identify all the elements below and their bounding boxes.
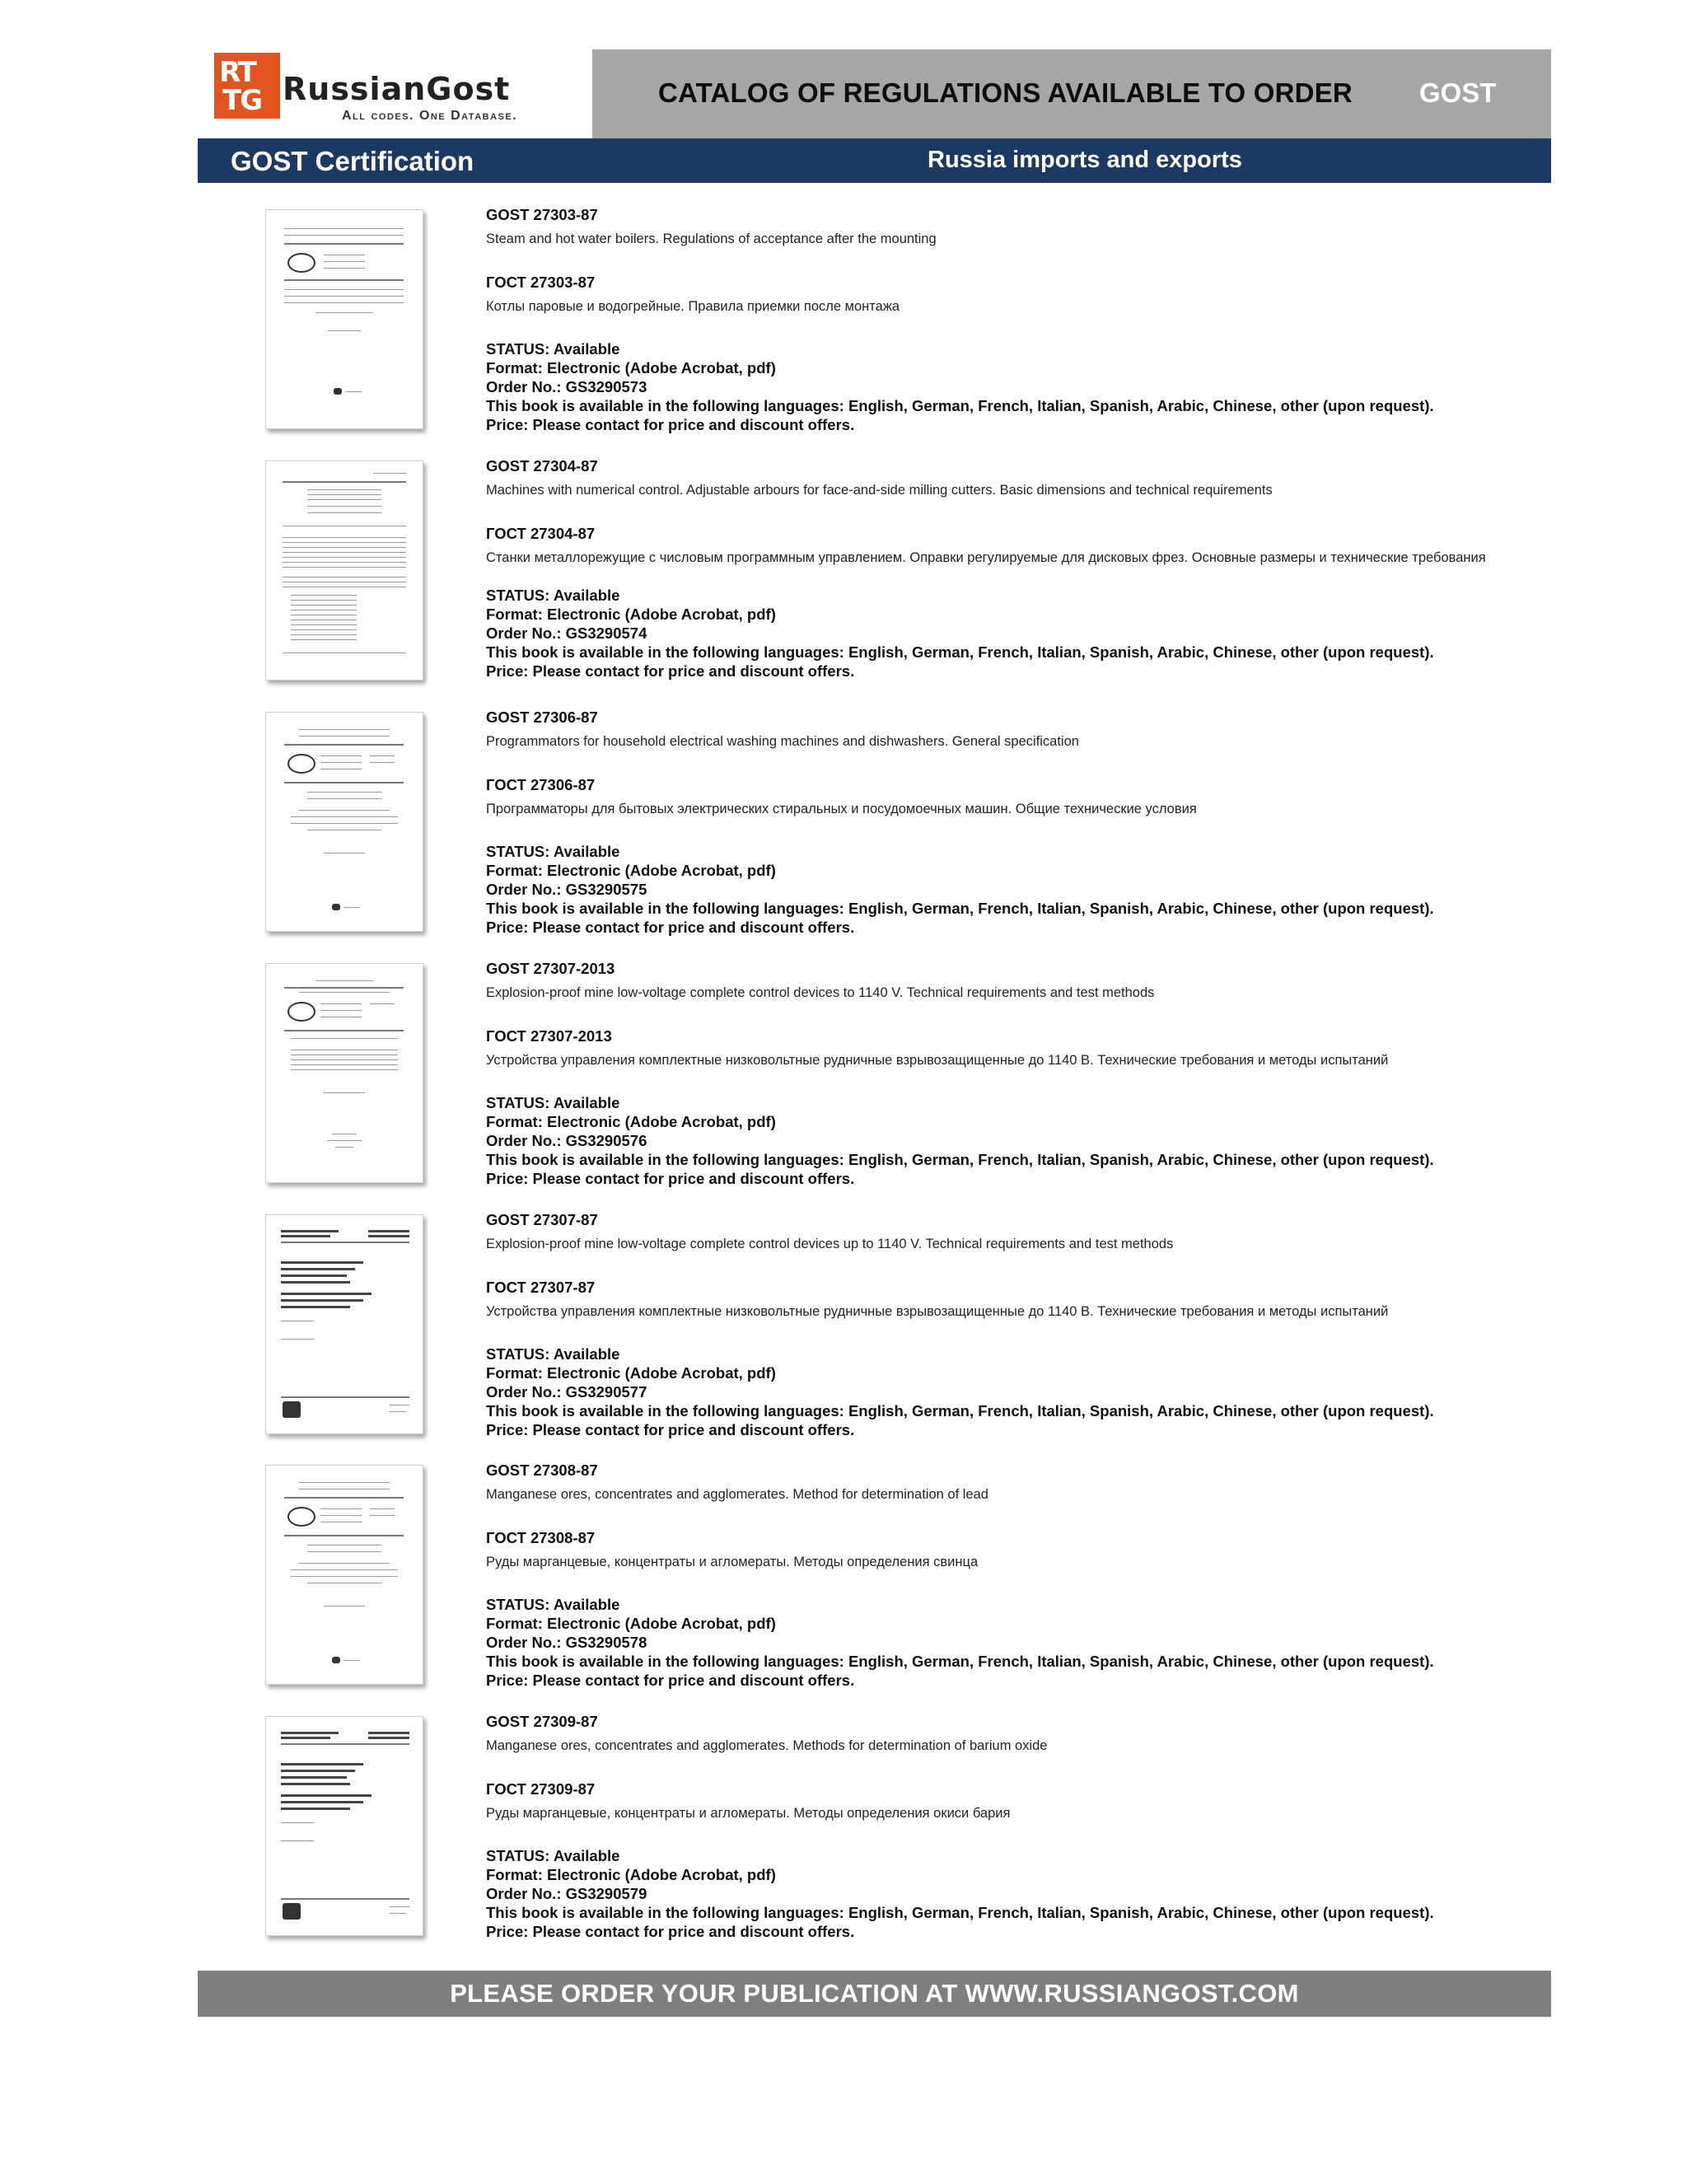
- gost-code-ru[interactable]: ГОСТ 27309-87: [486, 1780, 596, 1798]
- languages-text: This book is available in the following languages: English, German, French, Italian, Spanish, Arabic, Chinese, other (upon request).: [486, 397, 1434, 414]
- order-number: Order No.: GS3290578: [486, 1634, 647, 1651]
- gost-title-en: Explosion-proof mine low-voltage complete control devices up to 1140 V. Technical requirements and test methods: [486, 1237, 1174, 1251]
- languages-text: This book is available in the following languages: English, German, French, Italian, Spanish, Arabic, Chinese, other (upon request).: [486, 1653, 1434, 1670]
- languages-text: This book is available in the following languages: English, German, French, Italian, Spanish, Arabic, Chinese, other (upon request).: [486, 1151, 1434, 1168]
- gost-title-en: Machines with numerical control. Adjustable arbours for face-and-side milling cutters. Basic dimensions and technical requirements: [486, 483, 1273, 498]
- gost-title-en: Explosion-proof mine low-voltage complete control devices to 1140 V. Technical requirements and test methods: [486, 985, 1155, 1000]
- format-text: Format: Electronic (Adobe Acrobat, pdf): [486, 1866, 776, 1883]
- entry-meta: [486, 1093, 1434, 1188]
- gost-code-ru[interactable]: ГОСТ 27306-87: [486, 776, 596, 793]
- logo-mark-icon: [214, 53, 280, 119]
- gost-code-ru[interactable]: ГОСТ 27307-2013: [486, 1027, 612, 1045]
- gost-title-en: Manganese ores, concentrates and agglomerates. Methods for determination of barium oxide: [486, 1738, 1048, 1753]
- document-cover-thumbnail[interactable]: [265, 1465, 423, 1685]
- logo[interactable]: [198, 49, 592, 138]
- gost-code-en[interactable]: GOST 27303-87: [486, 206, 598, 223]
- document-cover-thumbnail[interactable]: [265, 1214, 423, 1434]
- gost-title-ru: Устройства управления комплектные низковольтные рудничные взрывозащищенные до 1140 В. Технические требования и методы испытаний: [486, 1053, 1389, 1068]
- gost-title-ru: Руды марганцевые, концентраты и агломераты. Методы определения окиси бария: [486, 1806, 1011, 1821]
- status-text: STATUS: Available: [486, 843, 620, 860]
- gost-title-en: Manganese ores, concentrates and agglomerates. Method for determination of lead: [486, 1487, 988, 1502]
- format-text: Format: Electronic (Adobe Acrobat, pdf): [486, 606, 776, 623]
- price-text: Price: Please contact for price and discount offers.: [486, 1672, 855, 1689]
- document-cover-thumbnail[interactable]: [265, 209, 423, 429]
- entry-meta: [486, 339, 1434, 434]
- languages-text: This book is available in the following languages: English, German, French, Italian, Spanish, Arabic, Chinese, other (upon request).: [486, 1904, 1434, 1921]
- status-text: STATUS: Available: [486, 1596, 620, 1613]
- document-cover-thumbnail[interactable]: [265, 963, 423, 1183]
- gost-title-en: Programmators for household electrical washing machines and dishwashers. General specification: [486, 734, 1079, 749]
- gost-code-en[interactable]: GOST 27307-87: [486, 1211, 598, 1228]
- gost-title-ru: Руды марганцевые, концентраты и агломераты. Методы определения свинца: [486, 1555, 979, 1569]
- page-header: [198, 49, 1551, 138]
- entry-meta: [486, 842, 1434, 937]
- gost-title-ru: Станки металлорежущие с числовым программным управлением. Оправки регулируемые для дисковых фрез. Основные размеры и технические требования: [486, 550, 1486, 565]
- catalog-entry: [198, 707, 1551, 938]
- nav-imports-exports[interactable]: Russia imports and exports: [928, 147, 1242, 173]
- header-banner: [592, 49, 1551, 138]
- status-text: STATUS: Available: [486, 1345, 620, 1363]
- price-text: Price: Please contact for price and discount offers.: [486, 919, 855, 936]
- status-text: STATUS: Available: [486, 1847, 620, 1864]
- format-text: Format: Electronic (Adobe Acrobat, pdf): [486, 1615, 776, 1632]
- document-cover-thumbnail[interactable]: [265, 712, 423, 932]
- format-text: Format: Electronic (Adobe Acrobat, pdf): [486, 1113, 776, 1130]
- languages-text: This book is available in the following languages: English, German, French, Italian, Spanish, Arabic, Chinese, other (upon request).: [486, 900, 1434, 917]
- order-number: Order No.: GS3290574: [486, 624, 647, 642]
- catalog-entry: [198, 1711, 1551, 1942]
- catalog-entry: [198, 1460, 1551, 1691]
- order-footer-banner: [198, 1971, 1551, 2017]
- languages-text: This book is available in the following languages: English, German, French, Italian, Spanish, Arabic, Chinese, other (upon request).: [486, 643, 1434, 661]
- entry-meta: [486, 1595, 1434, 1690]
- order-number: Order No.: GS3290577: [486, 1383, 647, 1401]
- gost-code-en[interactable]: GOST 27307-2013: [486, 960, 615, 977]
- gost-label: GOST: [1419, 77, 1497, 108]
- order-number: Order No.: GS3290575: [486, 881, 647, 898]
- format-text: Format: Electronic (Adobe Acrobat, pdf): [486, 359, 776, 376]
- catalog-entry: [198, 204, 1551, 435]
- navbar: [198, 138, 1551, 183]
- gost-title-ru: Устройства управления комплектные низковольтные рудничные взрывозащищенные до 1140 В. Технические требования и методы испытаний: [486, 1304, 1389, 1319]
- logo-mark-line2: TG: [222, 84, 262, 117]
- languages-text: This book is available in the following languages: English, German, French, Italian, Spanish, Arabic, Chinese, other (upon request).: [486, 1402, 1434, 1419]
- entry-meta: [486, 586, 1434, 680]
- gost-title-ru: Котлы паровые и водогрейные. Правила приемки после монтажа: [486, 299, 900, 314]
- price-text: Price: Please contact for price and discount offers.: [486, 1923, 855, 1940]
- nav-gost-certification[interactable]: GOST Certification: [231, 146, 474, 176]
- gost-title-en: Steam and hot water boilers. Regulations of acceptance after the mounting: [486, 231, 937, 246]
- status-text: STATUS: Available: [486, 340, 620, 358]
- catalog-entry: [198, 958, 1551, 1189]
- entry-meta: [486, 1846, 1434, 1941]
- logo-name: RussianGost: [283, 71, 511, 107]
- gost-code-ru[interactable]: ГОСТ 27303-87: [486, 274, 596, 291]
- gost-title-ru: Программаторы для бытовых электрических стиральных и посудомоечных машин. Общие технические условия: [486, 802, 1197, 816]
- price-text: Price: Please contact for price and discount offers.: [486, 416, 855, 433]
- gost-code-en[interactable]: GOST 27308-87: [486, 1461, 598, 1479]
- price-text: Price: Please contact for price and discount offers.: [486, 662, 855, 680]
- order-number: Order No.: GS3290579: [486, 1885, 647, 1902]
- document-cover-thumbnail[interactable]: [265, 1716, 423, 1936]
- logo-tagline: All codes. One Database.: [342, 109, 518, 123]
- entry-meta: [486, 1345, 1434, 1439]
- catalog-entry: [198, 456, 1551, 686]
- catalog-entry: [198, 1209, 1551, 1440]
- format-text: Format: Electronic (Adobe Acrobat, pdf): [486, 1364, 776, 1382]
- document-cover-thumbnail[interactable]: [265, 461, 423, 680]
- price-text: Price: Please contact for price and discount offers.: [486, 1170, 855, 1187]
- order-number: Order No.: GS3290573: [486, 378, 647, 395]
- gost-code-ru[interactable]: ГОСТ 27304-87: [486, 525, 596, 542]
- status-text: STATUS: Available: [486, 1094, 620, 1111]
- format-text: Format: Electronic (Adobe Acrobat, pdf): [486, 862, 776, 879]
- gost-code-ru[interactable]: ГОСТ 27307-87: [486, 1279, 596, 1296]
- gost-code-en[interactable]: GOST 27306-87: [486, 709, 598, 726]
- gost-code-en[interactable]: GOST 27304-87: [486, 457, 598, 475]
- order-link[interactable]: PLEASE ORDER YOUR PUBLICATION AT WWW.RUSSIANGOST.COM: [450, 1979, 1299, 2008]
- order-number: Order No.: GS3290576: [486, 1132, 647, 1149]
- status-text: STATUS: Available: [486, 587, 620, 604]
- logo-mark-line1: RT: [219, 56, 255, 89]
- gost-code-ru[interactable]: ГОСТ 27308-87: [486, 1529, 596, 1546]
- catalog-title: CATALOG OF REGULATIONS AVAILABLE TO ORDER: [658, 77, 1353, 108]
- gost-code-en[interactable]: GOST 27309-87: [486, 1713, 598, 1730]
- price-text: Price: Please contact for price and discount offers.: [486, 1421, 855, 1438]
